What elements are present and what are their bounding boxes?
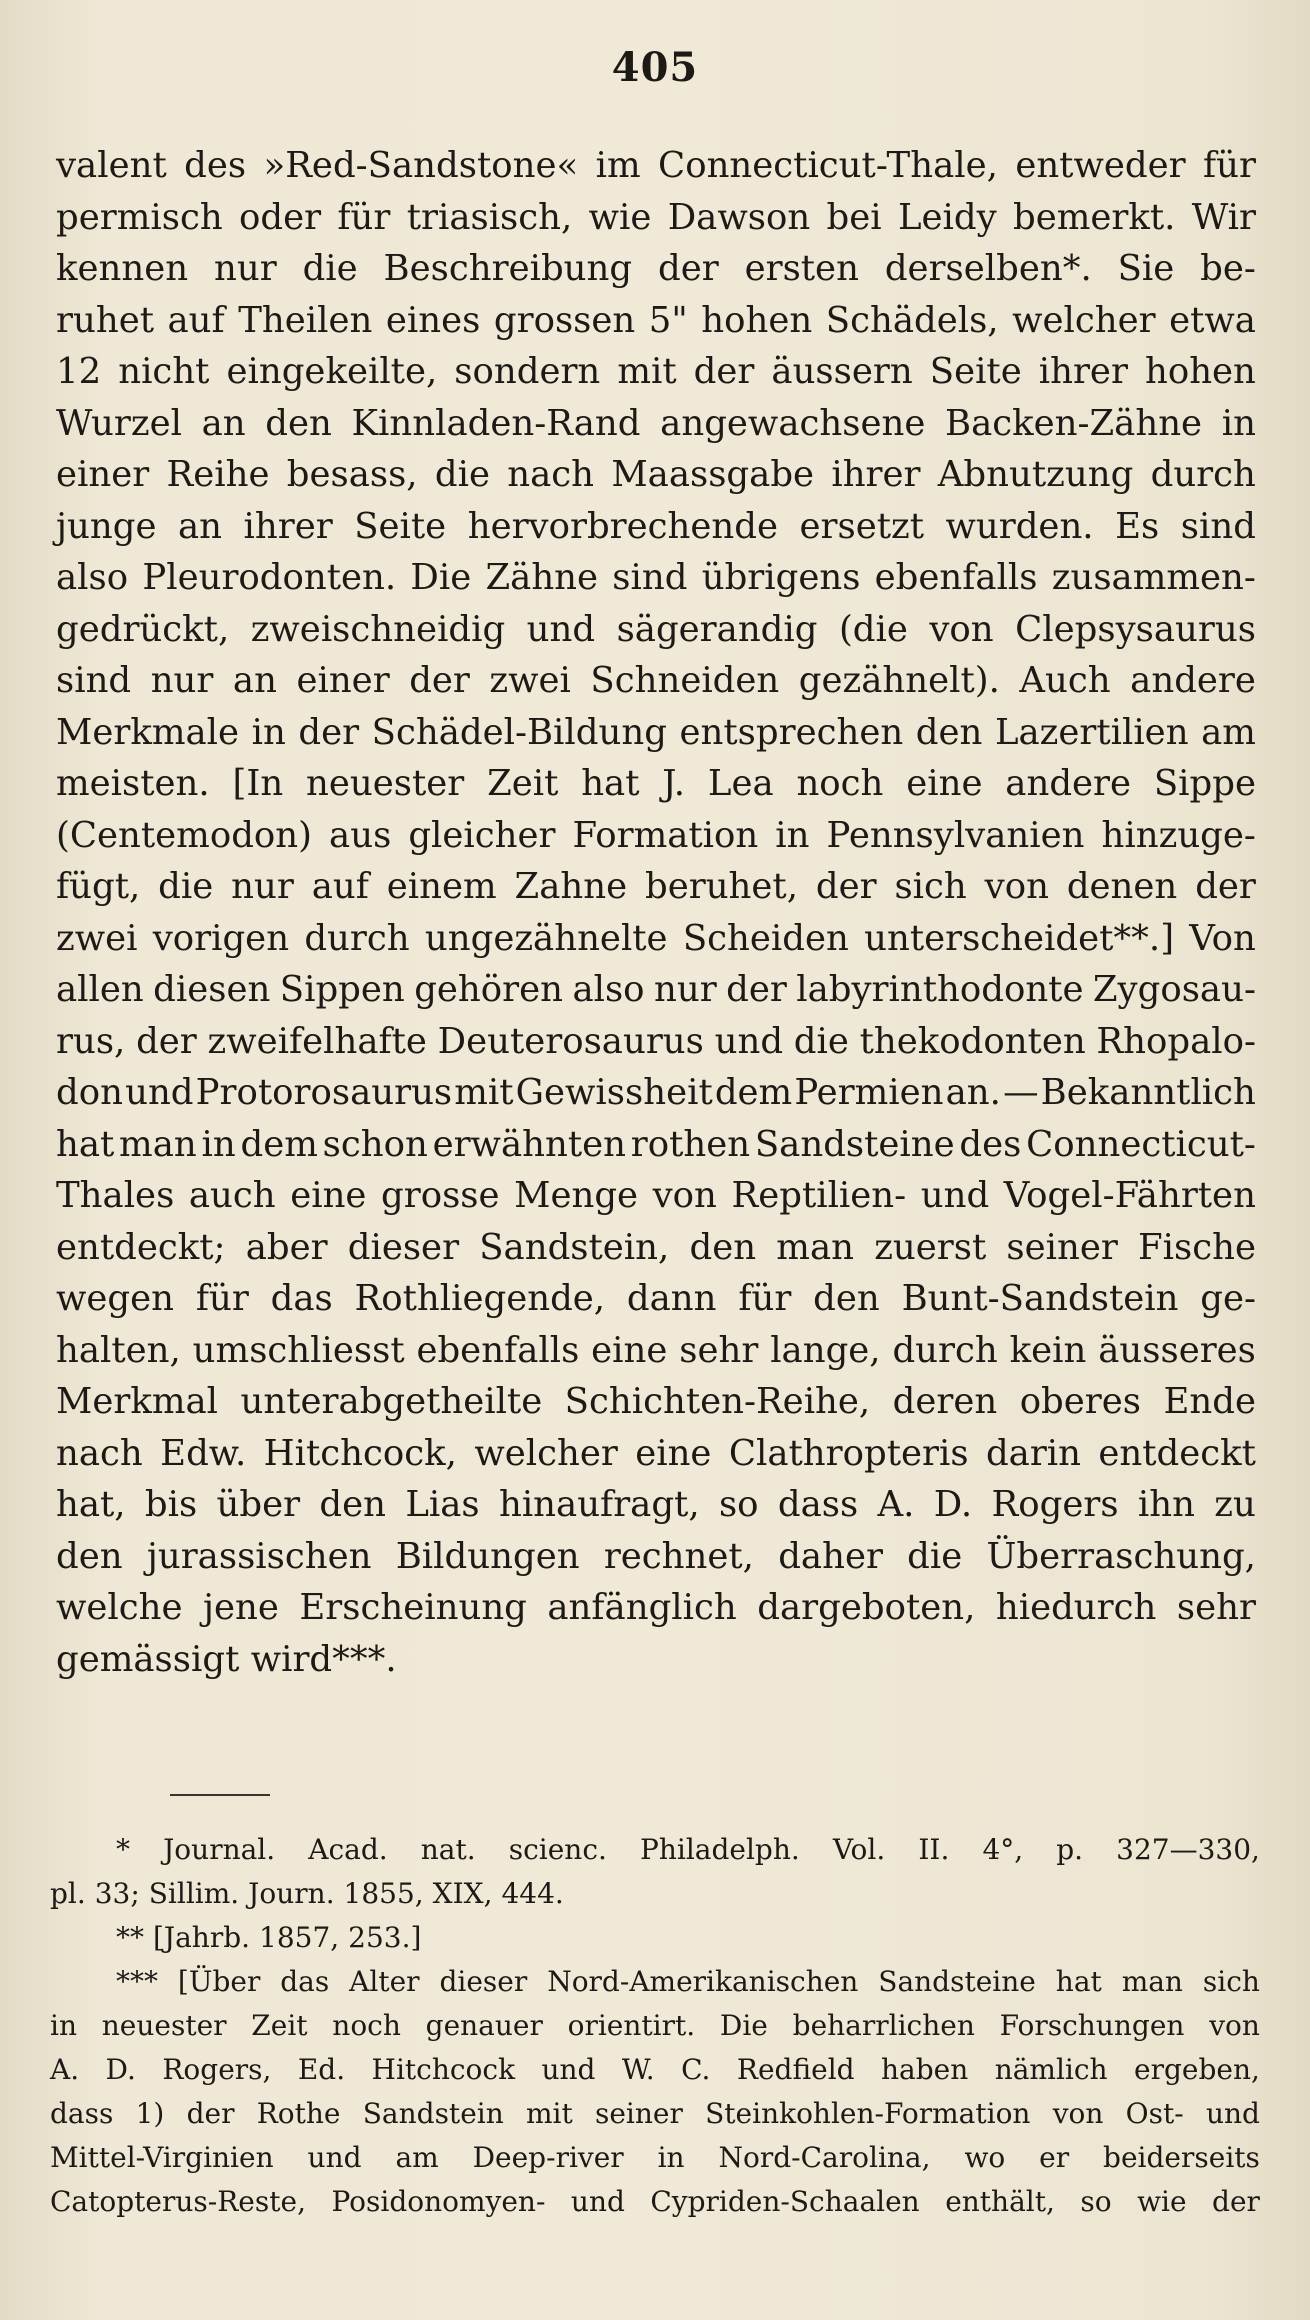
footnote-line: Catopterus-Reste, Posidonomyen- und Cypriden-Schaalen enthält, so wie der: [50, 2185, 1260, 2218]
text-line: (Centemodon) aus gleicher Formation in Pennsylvanien hinzuge-: [56, 814, 1256, 856]
text-line: zwei vorigen durch ungezähnelte Scheiden unterscheidet**.] Von: [56, 917, 1256, 959]
text-line: allen diesen Sippen gehören also nur der labyrinthodonte Zygosau-: [56, 969, 1256, 1010]
footnotes: [50, 1828, 1260, 2224]
text-line: hat man in dem schon erwähnten rothen Sandsteine des Connecticut-: [56, 1123, 1256, 1165]
text-line: fügt, die nur auf einem Zahne beruhet, der sich von denen der: [56, 866, 1256, 907]
text-line: entdeckt; aber dieser Sandstein, den man zuerst seiner Fische: [56, 1226, 1256, 1268]
text-line: Wurzel an den Kinnladen-Rand angewachsene Backen-Zähne in: [56, 402, 1256, 444]
footnote-divider: [170, 1794, 270, 1796]
text-line: also Pleurodonten. Die Zähne sind übrigens ebenfalls zusammen-: [56, 557, 1256, 598]
footnote-line: pl. 33; Sillim. Journ. 1855, XIX, 444.: [50, 1877, 564, 1910]
body-text: [56, 140, 1256, 1685]
text-line: hat, bis über den Lias hinaufragt, so dass A. D. Rogers ihn zu: [56, 1484, 1256, 1525]
text-line: gemässigt wird***.: [56, 1638, 397, 1680]
footnote-line: Mittel-Virginien und am Deep-river in Nord-Carolina, wo er beiderseits: [50, 2141, 1260, 2174]
text-line: kennen nur die Beschreibung der ersten derselben*. Sie be-: [56, 248, 1256, 289]
text-line: wegen für das Rothliegende, dann für den Bunt-Sandstein ge-: [56, 1278, 1256, 1319]
footnote-line: * Journal. Acad. nat. scienc. Philadelph. Vol. II. 4°, p. 327—330,: [116, 1833, 1260, 1866]
text-line: den jurassischen Bildungen rechnet, daher die Überraschung,: [56, 1535, 1256, 1577]
text-line: Merkmale in der Schädel-Bildung entsprechen den Lazertilien am: [56, 711, 1256, 753]
text-line: einer Reihe besass, die nach Maassgabe ihrer Abnutzung durch: [56, 454, 1256, 495]
page-number: 405: [611, 44, 699, 91]
text-line: ruhet auf Theilen eines grossen 5" hohen Schädels, welcher etwa: [56, 299, 1256, 341]
text-line: nach Edw. Hitchcock, welcher eine Clathropteris darin entdeckt: [56, 1432, 1256, 1474]
footnote-line: *** [Über das Alter dieser Nord-Amerikanischen Sandsteine hat man sich: [116, 1965, 1260, 1998]
text-line: don und Protorosaurus mit Gewissheit dem Permien an. — Bekanntlich: [56, 1072, 1256, 1113]
footnote-line: ** [Jahrb. 1857, 253.]: [116, 1921, 422, 1954]
text-line: 12 nicht eingekeilte, sondern mit der äussern Seite ihrer hohen: [56, 351, 1256, 392]
text-line: junge an ihrer Seite hervorbrechende ersetzt wurden. Es sind: [56, 505, 1256, 547]
text-line: Thales auch eine grosse Menge von Reptilien- und Vogel-Fährten: [56, 1175, 1256, 1216]
text-line: permisch oder für triasisch, wie Dawson bei Leidy bemerkt. Wir: [56, 196, 1256, 238]
text-line: Merkmal unterabgetheilte Schichten-Reihe, deren oberes Ende: [56, 1381, 1256, 1422]
footnote-line: in neuester Zeit noch genauer orientirt. Die beharrlichen Forschungen von: [50, 2009, 1260, 2042]
text-line: gedrückt, zweischneidig und sägerandig (die von Clepsysaurus: [56, 608, 1256, 650]
text-line: meisten. [In neuester Zeit hat J. Lea noch eine andere Sippe: [56, 763, 1256, 804]
text-line: welche jene Erscheinung anfänglich dargeboten, hiedurch sehr: [56, 1587, 1256, 1628]
text-line: sind nur an einer der zwei Schneiden gezähnelt). Auch andere: [56, 660, 1256, 701]
text-line: rus, der zweifelhafte Deuterosaurus und die thekodonten Rhopalo-: [56, 1020, 1256, 1062]
footnote-line: dass 1) der Rothe Sandstein mit seiner Steinkohlen-Formation von Ost- und: [50, 2097, 1260, 2130]
text-line: valent des »Red-Sandstone« im Connecticut-Thale, entweder für: [56, 145, 1256, 186]
text-line: halten, umschliesst ebenfalls eine sehr lange, durch kein äusseres: [56, 1329, 1256, 1371]
footnote-line: A. D. Rogers, Ed. Hitchcock und W. C. Redfield haben nämlich ergeben,: [50, 2053, 1260, 2086]
